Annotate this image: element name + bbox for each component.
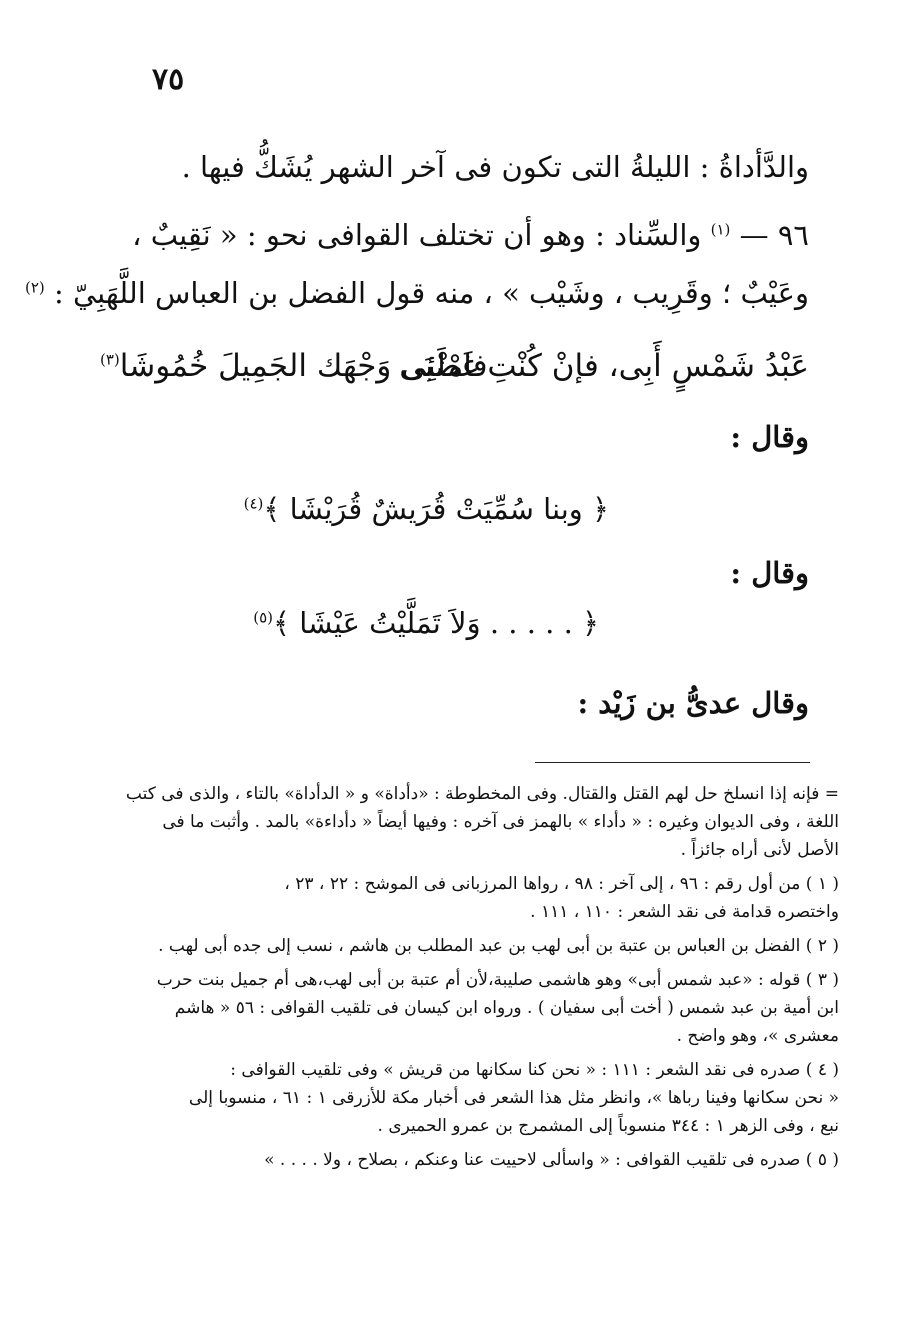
verse-quraysh: [244, 492, 609, 526]
footnote-line: اللغة ، وفى الديوان وغيره : « دأداء » بالهمز فى آخره : وفيها أيضاً « دأداءة» بالمد . وأثبت ما فى: [162, 812, 839, 832]
said-label-2: وقال :: [730, 556, 809, 590]
footnote-line: نبع ، وفى الزهر ١ : ٣٤٤ منسوباً إلى المشمرج بن عمرو الحميرى .: [377, 1116, 839, 1136]
footnote-1: [126, 870, 839, 926]
footnote-ref-5: (٥): [253, 608, 273, 627]
verse-second-hemistich: [100, 348, 488, 384]
footnote-line: = فإنه إذا انسلخ حل لهم القتل والقتال. وفى المخطوطة : «دأداة» و « الدأداة» بالتاء ، والذى فى كتب: [126, 784, 839, 804]
body-line-sinad: [132, 218, 809, 252]
footnote-line: « نحن سكانها وفينا رباها »، وانظر مثل هذا الشعر فى أخبار مكة للأزرقى ١ : ٦١ ، منسوبا إلى: [188, 1088, 839, 1108]
footnote-line: واختصره قدامة فى نقد الشعر : ١١٠ ، ١١١ .: [530, 902, 839, 922]
footnote-line: ابن أمية بن عبد شمس ( أخت أبى سفيان ) . ورواه ابن كيسان فى تلقيب القوافى : ٥٦ « هاشم: [174, 998, 839, 1018]
footnote-line: ( ١ ) من أول رقم : ٩٦ ، إلى آخر : ٩٨ ، رواها المرزبانى فى الموشح : ٢٢ ، ٢٣ ،: [284, 874, 839, 894]
footnote-line: ( ٥ ) صدره فى تلقيب القوافى : « واسألى لاحييت عنا وعنكم ، بصلاح ، ولا . . . . »: [264, 1150, 839, 1170]
footnote-line: الأصل لأنى أراه جائزاً .: [680, 840, 839, 860]
verse-ayshan-text: ﴿ . . . . . وَلاَ تَمَلَّيْتُ عَيْشَا ﴾: [272, 606, 599, 640]
footnote-line: ( ٣ ) قوله : «عبد شمس أبى» وهو هاشمى صليبة،لأن أم عتبة بن أبى لهب،هى أم جميل بنت حرب: [156, 970, 839, 990]
body-line-dadaat: والدَّأداةُ : الليلةُ التى تكون فى آخر الشهر يُشَكُّ فيها .: [181, 150, 809, 184]
footnote-ref-2: (٢): [25, 278, 45, 297]
section-number: ٩٦ —: [730, 218, 809, 252]
footnote-ref-1: (١): [710, 220, 731, 239]
verse-ayshan: [253, 606, 599, 640]
footnote-line: ( ٤ ) صدره فى نقد الشعر : ١١١ : « نحن كنا سكانها من قريش » وفى تلقيب القوافى :: [230, 1060, 839, 1080]
examples-text: وعَيْبٌ ؛ وقَرِيب ، وشَيْب » ، منه قول الفضل بن العباس اللَّهَبِيّ :: [44, 276, 809, 310]
body-line-examples: [25, 276, 809, 310]
footnote-2: [126, 932, 839, 960]
footnote-ref-3: (٣): [100, 350, 120, 369]
verse-first-hemistich: عَبْدُ شَمْسٍ أَبِى، فإنْ كُنْتِ غَضْبَى: [399, 348, 809, 384]
said-label-1: وقال :: [730, 420, 809, 454]
verse-second-text: فامْلَئِى وَجْهَك الجَمِيلَ خُمُوشَا: [119, 348, 488, 384]
verse-quraysh-text: ﴿ وبنا سُمِّيَتْ قُرَيشٌ قُرَيْشَا ﴾: [263, 492, 609, 526]
footnotes: [126, 780, 839, 1180]
footnote-continuation: [126, 780, 839, 864]
verse-line: [100, 348, 809, 398]
footnote-5: [126, 1146, 839, 1174]
footnote-4: [126, 1056, 839, 1140]
page-number: ٧٥: [152, 62, 185, 97]
sinad-definition: والسِّناد : وهو أن تختلف القوافى نحو : « نَقِيبٌ ،: [132, 218, 711, 252]
footnote-3: [126, 966, 839, 1050]
footnote-line: ( ٢ ) الفضل بن العباس بن عتبة بن أبى لهب بن عبد المطلب بن هاشم ، نسب إلى جده أبى لهب .: [158, 936, 839, 956]
said-adi-ibn-zayd: وقال عدىُّ بن زَيْد :: [577, 686, 809, 720]
footnote-line: معشرى »، وهو واضح .: [676, 1026, 839, 1046]
footnote-ref-4: (٤): [243, 494, 264, 513]
footnote-divider: [535, 762, 810, 763]
